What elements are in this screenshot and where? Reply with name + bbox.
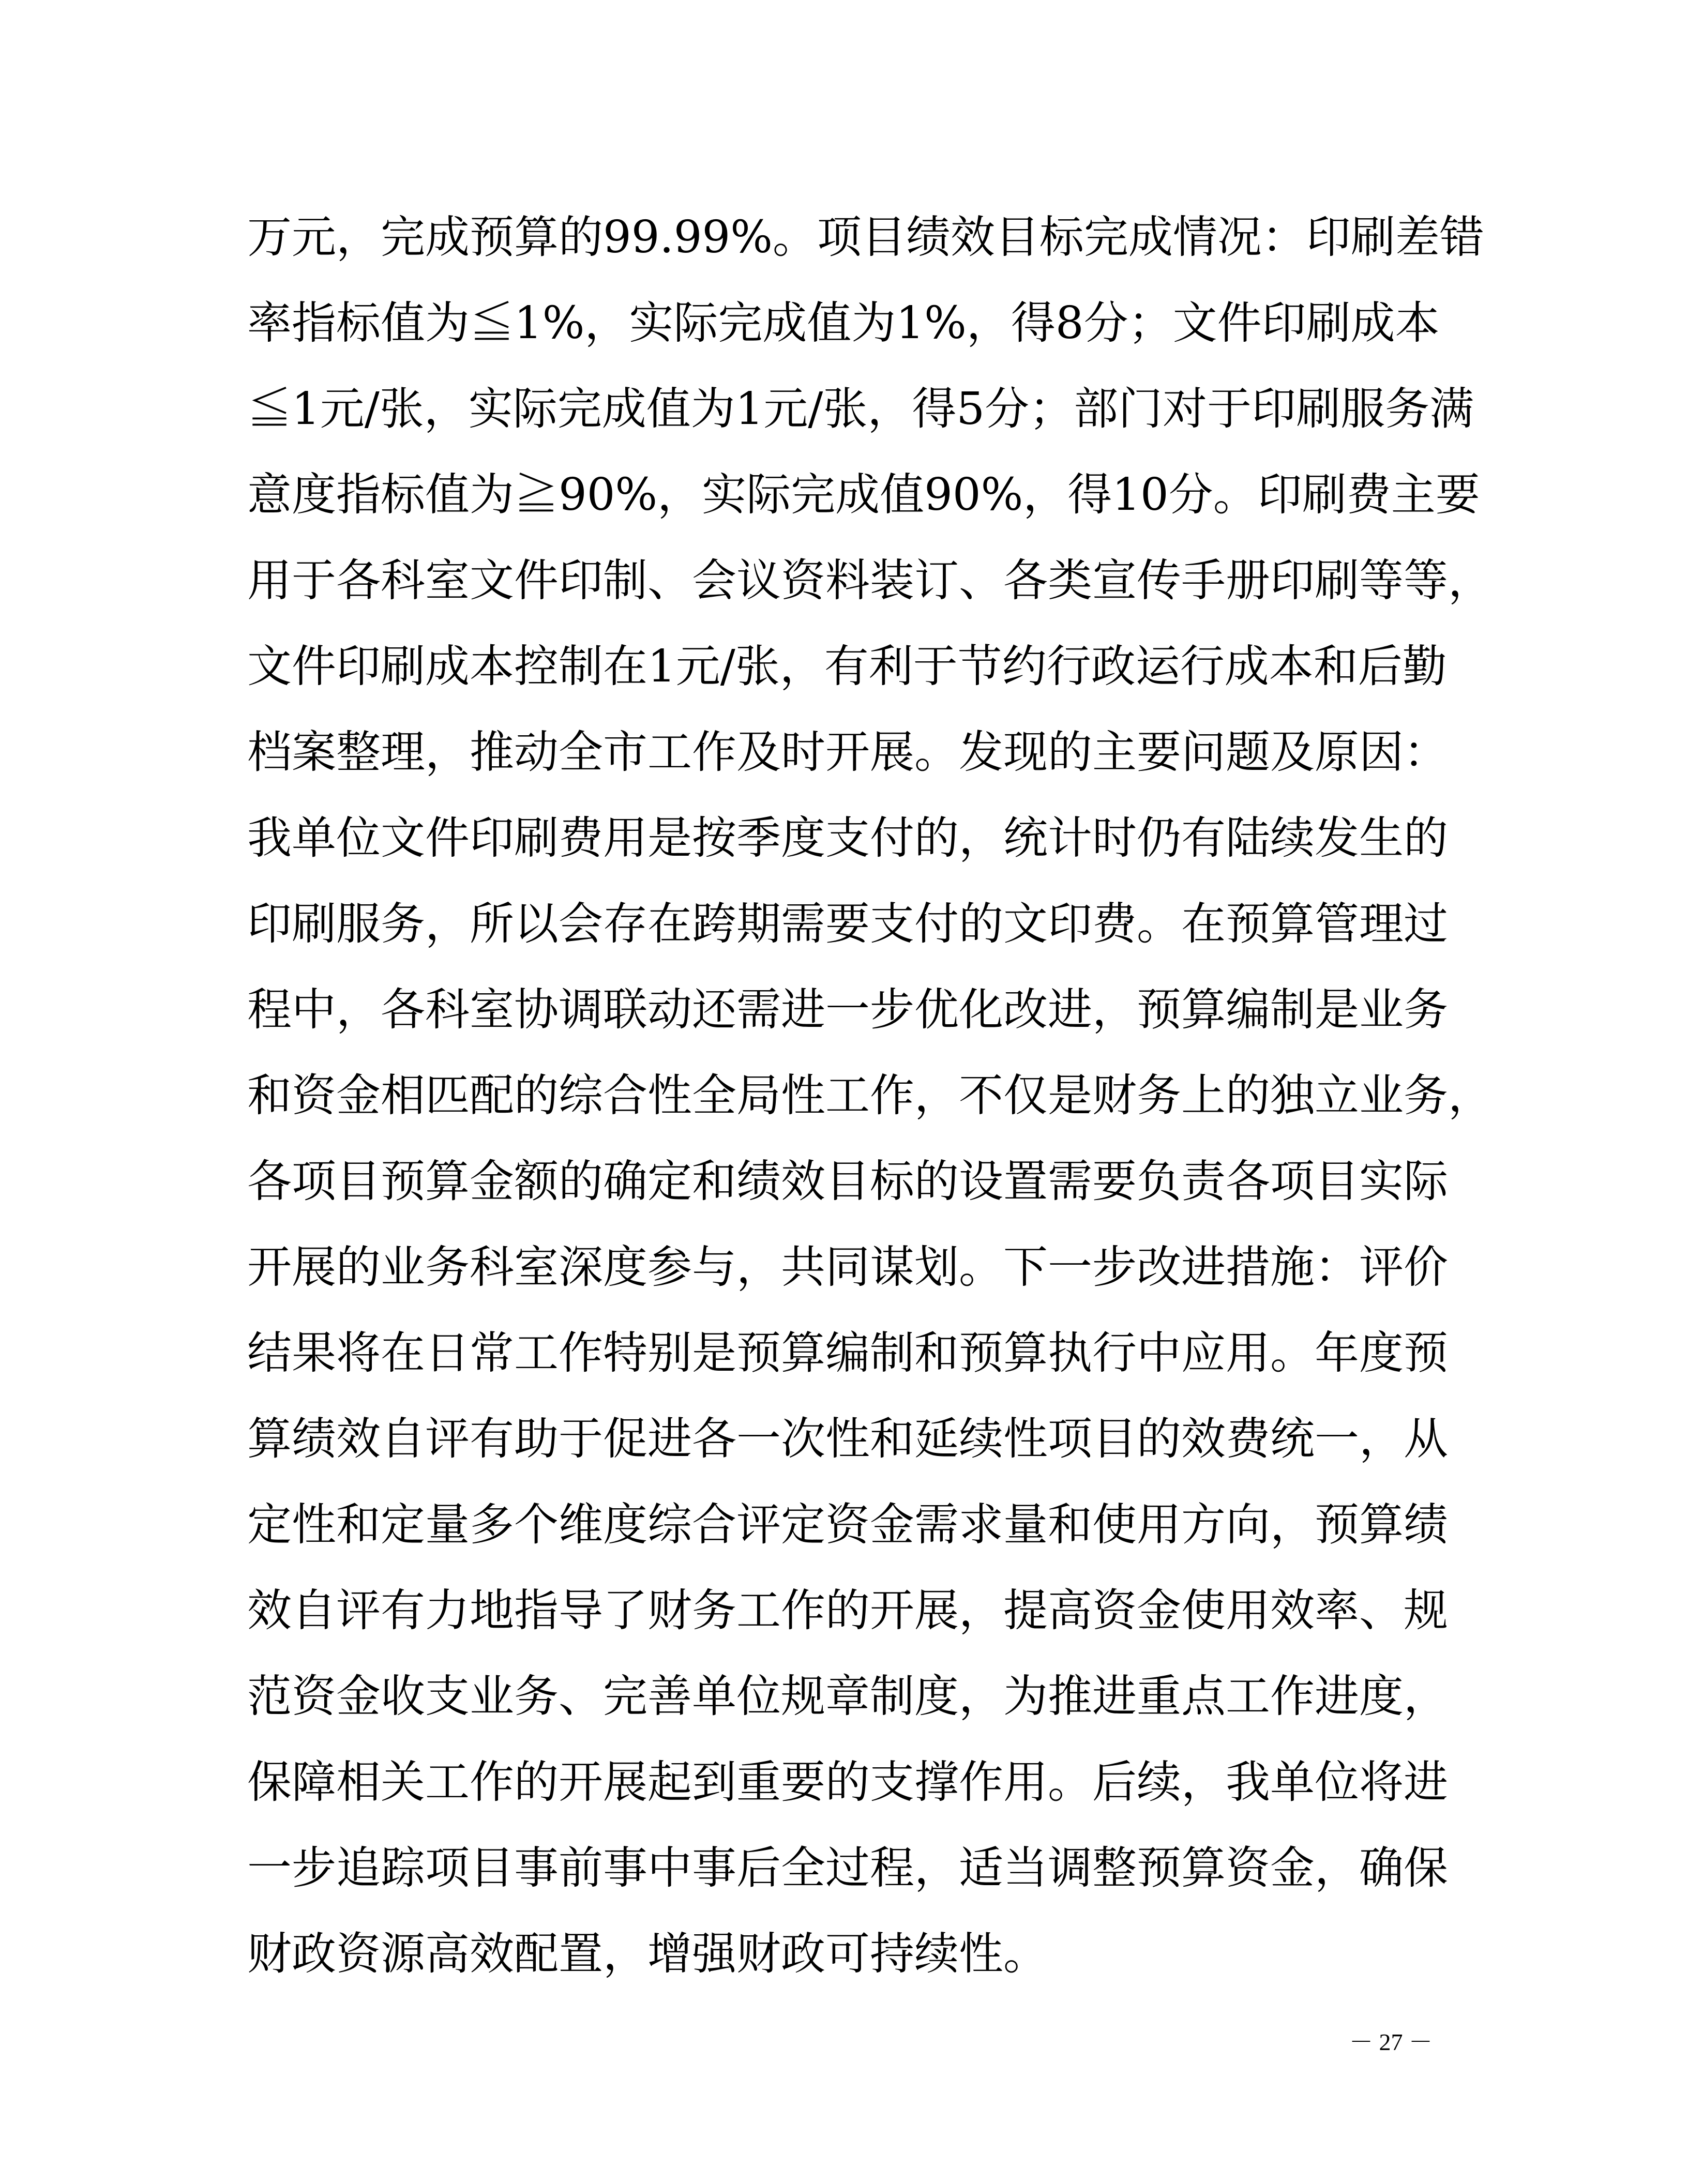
text-line: 开展的业务科室深度参与，共同谋划。下一步改进措施：评价 (247, 1241, 1448, 1293)
text-line: 一步追踪项目事前事中事后全过程，适当调整预算资金，确保 (247, 1842, 1448, 1894)
text-line: 保障相关工作的开展起到重要的支撑作用。后续，我单位将进 (247, 1756, 1448, 1808)
text-line: 算绩效自评有助于促进各一次性和延续性项目的效费统一，从 (247, 1413, 1448, 1465)
text-line: ≦1元/张，实际完成值为1元/张，得5分；部门对于印刷服务满 (247, 383, 1474, 435)
page-number: － 27 － (1349, 2029, 1433, 2055)
text-line: 程中，各科室协调联动还需进一步优化改进，预算编制是业务 (247, 984, 1448, 1036)
text-line: 档案整理，推动全市工作及时开展。发现的主要问题及原因： (247, 726, 1448, 778)
text-line-last: 财政资源高效配置，增强财政可持续性。 (247, 1928, 1048, 1980)
text-line: 各项目预算金额的确定和绩效目标的设置需要负责各项目实际 (247, 1156, 1448, 1207)
body-paragraph (247, 194, 1493, 1997)
text-line: 文件印刷成本控制在1元/张，有利于节约行政运行成本和后勤 (247, 641, 1447, 692)
text-line: 效自评有力地指导了财务工作的开展，提高资金使用效率、规 (247, 1585, 1448, 1636)
text-line: 万元，完成预算的99.99%。项目绩效目标完成情况：印刷差错 (247, 211, 1484, 263)
text-line: 用于各科室文件印制、会议资料装订、各类宣传手册印刷等等， (247, 555, 1493, 606)
text-line: 范资金收支业务、完善单位规章制度，为推进重点工作进度， (247, 1671, 1448, 1722)
text-line: 率指标值为≦1%，实际完成值为1%，得8分；文件印刷成本 (247, 297, 1440, 349)
text-line: 意度指标值为≧90%，实际完成值90%，得10分。印刷费主要 (247, 469, 1480, 521)
text-line: 我单位文件印刷费用是按季度支付的，统计时仍有陆续发生的 (247, 812, 1448, 864)
text-line: 印刷服务，所以会存在跨期需要支付的文印费。在预算管理过 (247, 898, 1448, 950)
text-line: 结果将在日常工作特别是预算编制和预算执行中应用。年度预 (247, 1327, 1448, 1379)
text-line: 和资金相匹配的综合性全局性工作，不仅是财务上的独立业务， (247, 1070, 1493, 1121)
text-line: 定性和定量多个维度综合评定资金需求量和使用方向，预算绩 (247, 1499, 1448, 1551)
